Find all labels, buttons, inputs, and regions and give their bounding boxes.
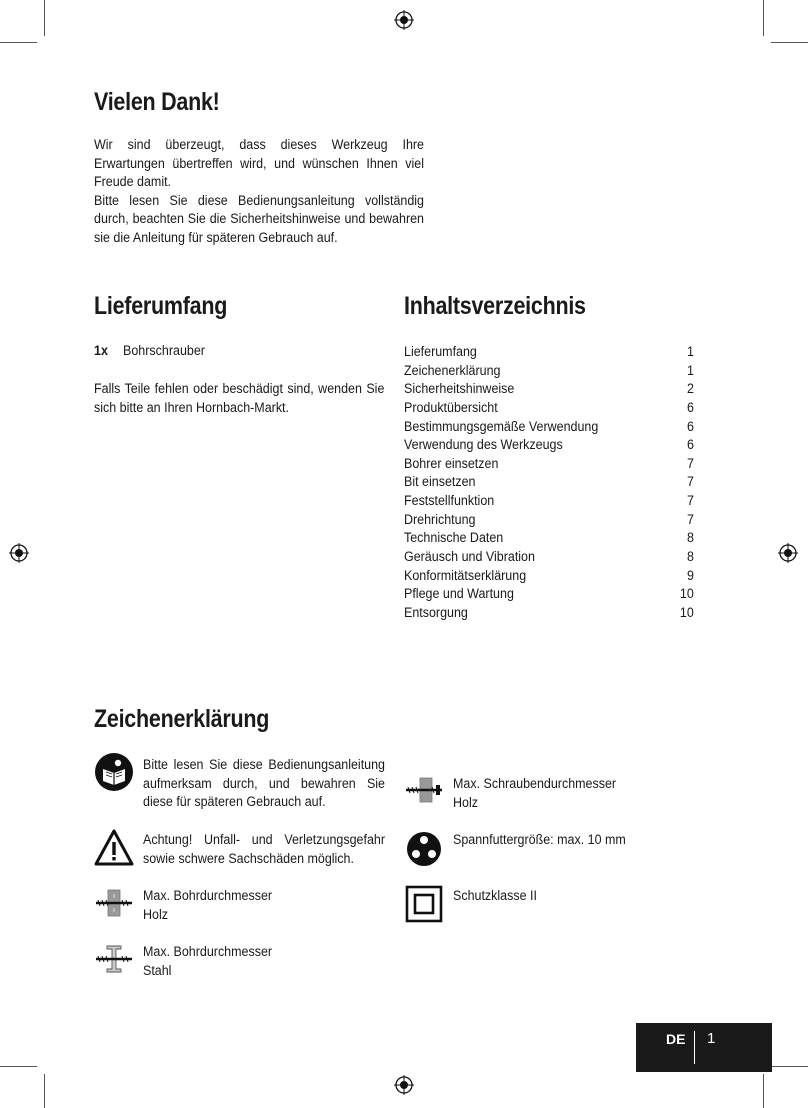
- scope-heading: Lieferumfang: [94, 292, 228, 320]
- legend-text-screw-wood-line2: Holz: [453, 794, 478, 811]
- warning-icon: [94, 828, 134, 868]
- crop-mark: [763, 1074, 764, 1108]
- toc-entry-page: 10: [680, 604, 694, 621]
- toc-entry-label: Produktübersicht: [404, 399, 498, 416]
- toc-entry: [404, 492, 694, 511]
- toc-entry-page: 2: [687, 381, 694, 398]
- toc-entry-page: 9: [687, 567, 694, 584]
- table-of-contents: [404, 343, 694, 623]
- toc-entry-label: Bohrer einsetzen: [404, 455, 499, 472]
- drill-steel-icon: [94, 940, 134, 980]
- toc-entry-label: Feststellfunktion: [404, 493, 495, 510]
- crop-mark: [0, 1066, 37, 1067]
- toc-entry: [404, 511, 694, 530]
- toc-entry-page: 7: [687, 455, 694, 472]
- thanks-heading: Vielen Dank!: [94, 88, 220, 116]
- scope-item-name: Bohrschrauber: [123, 343, 205, 359]
- toc-entry-label: Drehrichtung: [404, 511, 476, 528]
- legend-heading: Zeichenerklärung: [94, 705, 270, 733]
- toc-entry-label: Konformitätserklärung: [404, 567, 527, 584]
- toc-entry: [404, 473, 694, 492]
- page-number: 1: [707, 1030, 716, 1047]
- scope-item: [94, 343, 205, 359]
- toc-entry: [404, 455, 694, 474]
- tab-divider: [694, 1031, 695, 1064]
- legend-text-protection-class: Schutzklasse II: [453, 888, 537, 904]
- crop-mark: [771, 42, 808, 43]
- toc-entry-label: Technische Daten: [404, 530, 504, 547]
- toc-entry: [404, 548, 694, 567]
- scope-item-qty: 1x: [94, 343, 108, 359]
- toc-entry-page: 7: [687, 474, 694, 491]
- toc-entry: [404, 343, 694, 362]
- toc-entry-label: Pflege und Wartung: [404, 586, 514, 603]
- toc-entry-label: Zeichenerklärung: [404, 362, 501, 379]
- legend-text-read-manual: Bitte lesen Sie diese Bedienungsanleitung aufmerksam durch, und bewahren Sie diese für späteren Gebrauch auf.: [143, 757, 385, 811]
- toc-entry-label: Geräusch und Vibration: [404, 549, 535, 566]
- toc-entry-label: Entsorgung: [404, 604, 468, 621]
- language-code: DE: [666, 1031, 686, 1047]
- toc-entry: [404, 567, 694, 586]
- legend-text-warning: Achtung! Unfall- und Verletzungsgefahr sowie schwere Sachschäden möglich.: [143, 832, 385, 867]
- toc-entry-label: Bestimmungsgemäße Verwendung: [404, 418, 599, 435]
- toc-entry-page: 7: [687, 493, 694, 510]
- toc-entry: [404, 529, 694, 548]
- toc-entry-page: 6: [687, 437, 694, 454]
- legend-text-screw-wood: [453, 775, 647, 812]
- toc-entry-page: 10: [680, 586, 694, 603]
- thanks-text: [94, 136, 424, 248]
- toc-entry-page: 1: [687, 344, 694, 360]
- crop-mark: [44, 0, 45, 36]
- legend-text-drill-steel: [143, 943, 319, 980]
- toc-entry: [404, 362, 694, 381]
- crop-mark: [0, 42, 37, 43]
- legend-text-drill-steel-line1: Max. Bohrdurchmesser: [143, 944, 273, 960]
- scope-note: Falls Teile fehlen oder beschädigt sind, wenden Sie sich bitte an Ihren Hornbach-Markt.: [94, 381, 385, 416]
- toc-entry: [404, 380, 694, 399]
- legend-text-chuck: Spannfuttergröße: max. 10 mm: [453, 832, 626, 848]
- legend-text-drill-wood: [143, 887, 319, 924]
- registration-mark-icon: [778, 543, 798, 563]
- toc-entry-label: Bit einsetzen: [404, 474, 476, 491]
- legend-text-drill-steel-line2: Stahl: [143, 962, 172, 979]
- toc-entry-label: Verwendung des Werkzeugs: [404, 437, 563, 454]
- registration-mark-icon: [394, 10, 414, 30]
- read-manual-icon: [94, 752, 134, 792]
- page-number-tab: [636, 1023, 772, 1072]
- toc-entry-page: 1: [687, 362, 694, 379]
- chuck-icon: [404, 829, 444, 869]
- thanks-paragraph-1: Wir sind überzeugt, dass dieses Werkzeug Ihre Erwartungen übertreffen wird, und wünschen Ihnen viel Freude damit.: [94, 137, 424, 191]
- legend-text-drill-wood-line1: Max. Bohrdurchmesser: [143, 888, 273, 904]
- crop-mark: [763, 0, 764, 36]
- toc-entry-page: 6: [687, 418, 694, 435]
- toc-entry: [404, 604, 694, 623]
- legend-text-drill-wood-line2: Holz: [143, 906, 168, 923]
- crop-mark: [44, 1074, 45, 1108]
- toc-entry-page: 6: [687, 399, 694, 416]
- crop-mark: [771, 1066, 808, 1067]
- toc-entry-label: Sicherheitshinweise: [404, 381, 515, 398]
- legend-text-screw-wood-line1: Max. Schraubendurchmesser: [453, 776, 617, 792]
- screw-wood-icon: [404, 770, 444, 810]
- drill-wood-icon: [94, 884, 134, 924]
- toc-entry: [404, 436, 694, 455]
- toc-entry: [404, 585, 694, 604]
- toc-entry: [404, 418, 694, 437]
- toc-entry-page: 8: [687, 549, 694, 566]
- toc-entry: [404, 399, 694, 418]
- thanks-paragraph-2: Bitte lesen Sie diese Bedienungsanleitung vollständig durch, beachten Sie die Sicherheitshinweise und bewahren sie die Anleitung für späteren Gebrauch auf.: [94, 192, 424, 246]
- toc-heading: Inhaltsverzeichnis: [404, 292, 586, 320]
- registration-mark-icon: [9, 543, 29, 563]
- toc-entry-page: 8: [687, 530, 694, 547]
- toc-entry-page: 7: [687, 511, 694, 528]
- protection-class-ii-icon: [404, 884, 444, 924]
- registration-mark-icon: [394, 1075, 414, 1095]
- toc-entry-label: Lieferumfang: [404, 344, 477, 360]
